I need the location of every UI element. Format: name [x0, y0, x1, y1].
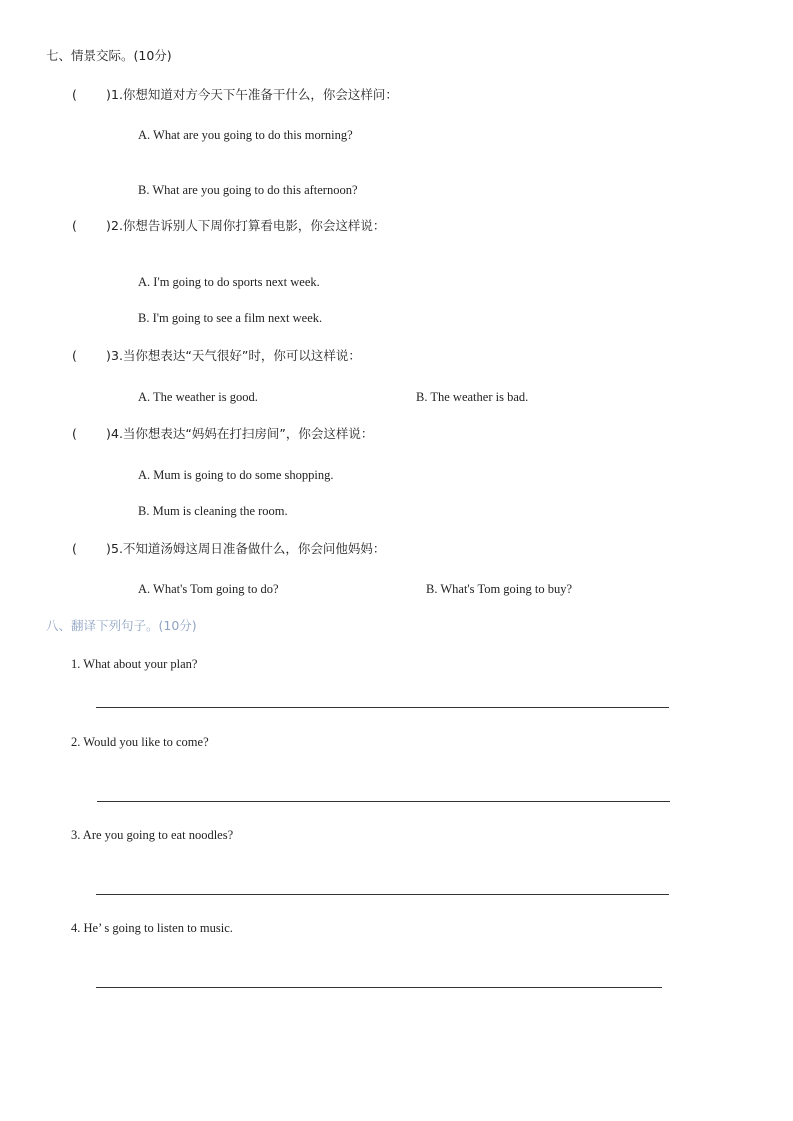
question-5-option-b: B. What's Tom going to buy? [426, 582, 573, 596]
translate-sentence-4: 4. He’ s going to listen to music. [71, 921, 233, 935]
question-2-option-a: A. I'm going to do sports next week. [138, 275, 320, 289]
answer-line-1[interactable] [96, 707, 669, 708]
translate-sentence-2: 2. Would you like to come? [71, 735, 209, 749]
question-1-option-a: A. What are you going to do this morning? [138, 128, 353, 142]
question-1-prompt: 1.你想知道对方今天下午准备干什么，你会这样问： [111, 87, 398, 102]
question-4-option-b: B. Mum is cleaning the room. [138, 504, 288, 518]
question-4-option-a: A. Mum is going to do some shopping. [138, 468, 334, 482]
answer-line-4[interactable] [96, 987, 662, 988]
answer-line-2[interactable] [97, 801, 670, 802]
answer-paren-close-2: ) [106, 218, 111, 233]
answer-line-3[interactable] [96, 894, 669, 895]
question-2-option-b: B. I'm going to see a film next week. [138, 311, 323, 325]
translate-sentence-3: 3. Are you going to eat noodles? [71, 828, 234, 842]
question-3-option-b: B. The weather is bad. [416, 390, 529, 404]
answer-paren-close-3: ) [106, 348, 111, 363]
question-5-prompt: 5.不知道汤姆这周日准备做什么，你会问他妈妈： [111, 541, 386, 556]
question-3-option-a: A. The weather is good. [138, 390, 258, 404]
answer-paren-open-1: ( [72, 87, 77, 102]
answer-paren-close-4: ) [106, 426, 111, 441]
question-5-option-a: A. What's Tom going to do? [138, 582, 279, 596]
answer-paren-close-5: ) [106, 541, 111, 556]
question-3-prompt: 3.当你想表达“天气很好”时，你可以这样说： [111, 348, 361, 363]
question-2-prompt: 2.你想告诉别人下周你打算看电影，你会这样说： [111, 218, 386, 233]
answer-paren-open-5: ( [72, 541, 77, 556]
answer-paren-close-1: ) [106, 87, 111, 102]
section-8-title: 八、翻译下列句子。(10分) [46, 618, 197, 633]
question-1-option-b: B. What are you going to do this afternoon? [138, 183, 358, 197]
answer-paren-open-4: ( [72, 426, 77, 441]
section-7-title: 七、情景交际。(10分) [46, 48, 172, 63]
answer-paren-open-2: ( [72, 218, 77, 233]
question-4-prompt: 4.当你想表达“妈妈在打扫房间”，你会这样说： [111, 426, 374, 441]
answer-paren-open-3: ( [72, 348, 77, 363]
translate-sentence-1: 1. What about your plan? [71, 657, 198, 671]
